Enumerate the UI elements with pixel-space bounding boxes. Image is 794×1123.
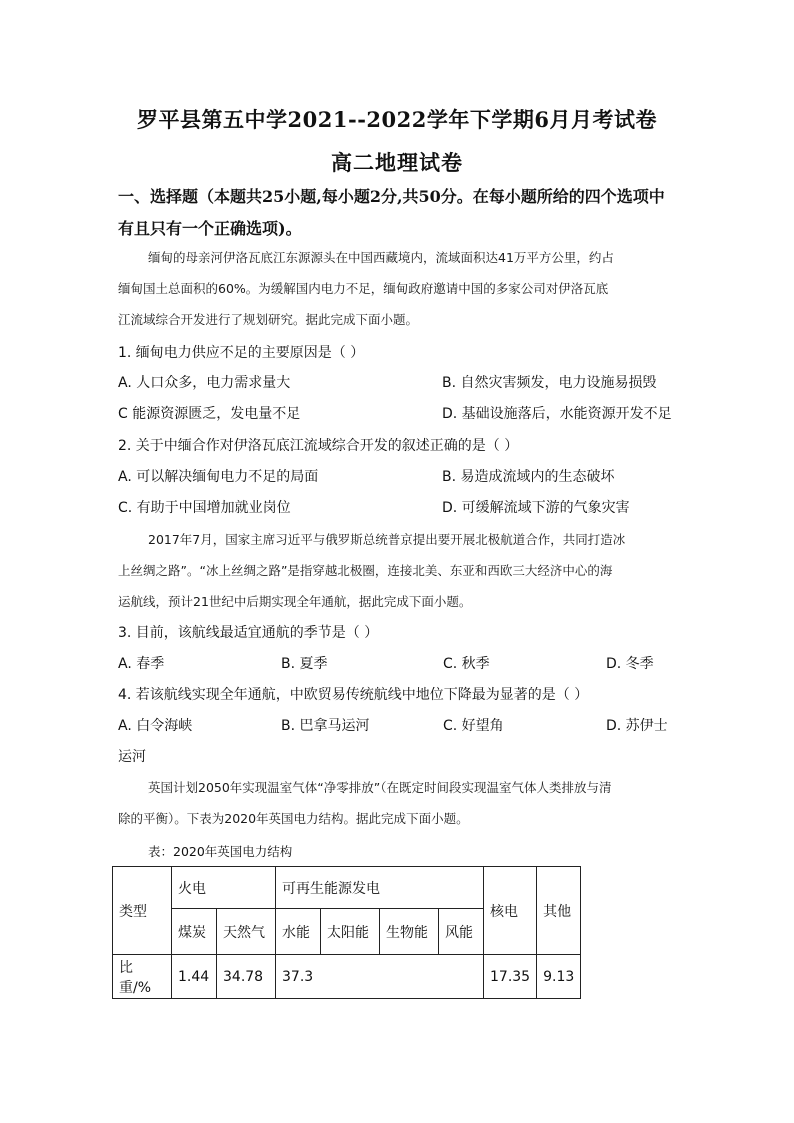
table-header-other: 其他 xyxy=(537,867,581,955)
question-3-option-b[interactable]: B. 夏季 xyxy=(281,656,328,672)
exam-subtitle: 高二地理试卷 xyxy=(331,150,463,175)
question-4-option-c[interactable]: C. 好望角 xyxy=(443,718,504,734)
table-header-renewable: 可再生能源发电 xyxy=(276,867,484,909)
table-header-nuclear: 核电 xyxy=(484,867,537,955)
section-heading xyxy=(118,181,688,245)
exam-title: 罗平县第五中学2021--2022学年下学期6月月考试卷 xyxy=(137,107,657,132)
passage-line: 英国计划2050年实现温室气体“净零排放”（在既定时间段实现温室气体人类排放与清 xyxy=(148,780,612,795)
table-subheader-wind: 风能 xyxy=(439,909,484,955)
passage-line: 缅甸国土总面积的60%。为缓解国内电力不足，缅甸政府邀请中国的多家公司对伊洛瓦底 xyxy=(118,281,609,296)
question-1-option-b[interactable]: B. 自然灾害频发，电力设施易损毁 xyxy=(442,375,657,391)
section-heading-line: 一、选择题（本题共25小题,每小题2分,共50分。在每小题所给的四个选项中 xyxy=(118,187,665,206)
uk-power-structure-table xyxy=(112,866,581,999)
table-subheader-solar: 太阳能 xyxy=(321,909,380,955)
passage-line: 江流域综合开发进行了规划研究。据此完成下面小题。 xyxy=(118,312,419,327)
table-header-thermal: 火电 xyxy=(172,867,276,909)
table-subheader-gas: 天然气 xyxy=(217,909,276,955)
question-1-option-d[interactable]: D. 基础设施落后，水能资源开发不足 xyxy=(442,406,672,422)
table-caption: 表：2020年英国电力结构 xyxy=(148,844,293,859)
question-2-option-a[interactable]: A. 可以解决缅甸电力不足的局面 xyxy=(118,469,319,485)
question-3-option-d[interactable]: D. 冬季 xyxy=(606,656,654,672)
passage-line: 除的平衡）。下表为2020年英国电力结构。据此完成下面小题。 xyxy=(118,811,469,826)
question-1-option-c[interactable]: C 能源资源匮乏，发电量不足 xyxy=(118,406,301,422)
question-2-stem: 2. 关于中缅合作对伊洛瓦底江流域综合开发的叙述正确的是（ ） xyxy=(118,438,519,454)
question-4-option-a[interactable]: A. 白令海峡 xyxy=(118,718,193,734)
passage-line: 2017年7月，国家主席习近平与俄罗斯总统普京提出要开展北极航道合作，共同打造冰 xyxy=(148,532,626,547)
passage-myanmar xyxy=(118,242,678,335)
table-header-type: 类型 xyxy=(113,867,172,955)
table-cell-nuclear: 17.35 xyxy=(484,955,537,999)
table-cell-other: 9.13 xyxy=(537,955,581,999)
passage-line: 缅甸的母亲河伊洛瓦底江东源源头在中国西藏境内，流域面积达41万平方公里，约占 xyxy=(148,250,614,265)
question-2-option-b[interactable]: B. 易造成流域内的生态破坏 xyxy=(442,469,615,485)
table-subheader-bio: 生物能 xyxy=(380,909,439,955)
question-1-stem: 1. 缅甸电力供应不足的主要原因是（ ） xyxy=(118,345,365,361)
question-4-option-d[interactable]: D. 苏伊士 xyxy=(606,718,668,734)
question-3-option-c[interactable]: C. 秋季 xyxy=(443,656,490,672)
question-1-option-a[interactable]: A. 人口众多，电力需求量大 xyxy=(118,375,291,391)
table-cell-gas: 34.78 xyxy=(217,955,276,999)
question-2-option-d[interactable]: D. 可缓解流域下游的气象灾害 xyxy=(442,500,630,516)
passage-uk xyxy=(118,772,678,834)
question-4-option-b[interactable]: B. 巴拿马运河 xyxy=(281,718,370,734)
table-subheader-hydro: 水能 xyxy=(276,909,321,955)
passage-arctic xyxy=(118,524,678,617)
question-4-stem: 4. 若该航线实现全年通航，中欧贸易传统航线中地位下降最为显著的是（ ） xyxy=(118,687,589,703)
question-4-option-d-wrap: 运河 xyxy=(118,749,146,765)
passage-line: 上丝绸之路”。“冰上丝绸之路”是指穿越北极圈，连接北美、东亚和西欧三大经济中心的海 xyxy=(118,563,613,578)
table-cell-renewable: 37.3 xyxy=(276,955,484,999)
passage-line: 运航线，预计21世纪中后期实现全年通航，据此完成下面小题。 xyxy=(118,594,472,609)
table-subheader-coal: 煤炭 xyxy=(172,909,217,955)
section-heading-line: 有且只有一个正确选项)。 xyxy=(118,219,302,238)
table-row-label: 比重/% xyxy=(113,955,172,999)
question-2-option-c[interactable]: C. 有助于中国增加就业岗位 xyxy=(118,500,291,516)
question-3-option-a[interactable]: A. 春季 xyxy=(118,656,165,672)
question-3-stem: 3. 目前，该航线最适宜通航的季节是（ ） xyxy=(118,625,379,641)
table-cell-coal: 1.44 xyxy=(172,955,217,999)
